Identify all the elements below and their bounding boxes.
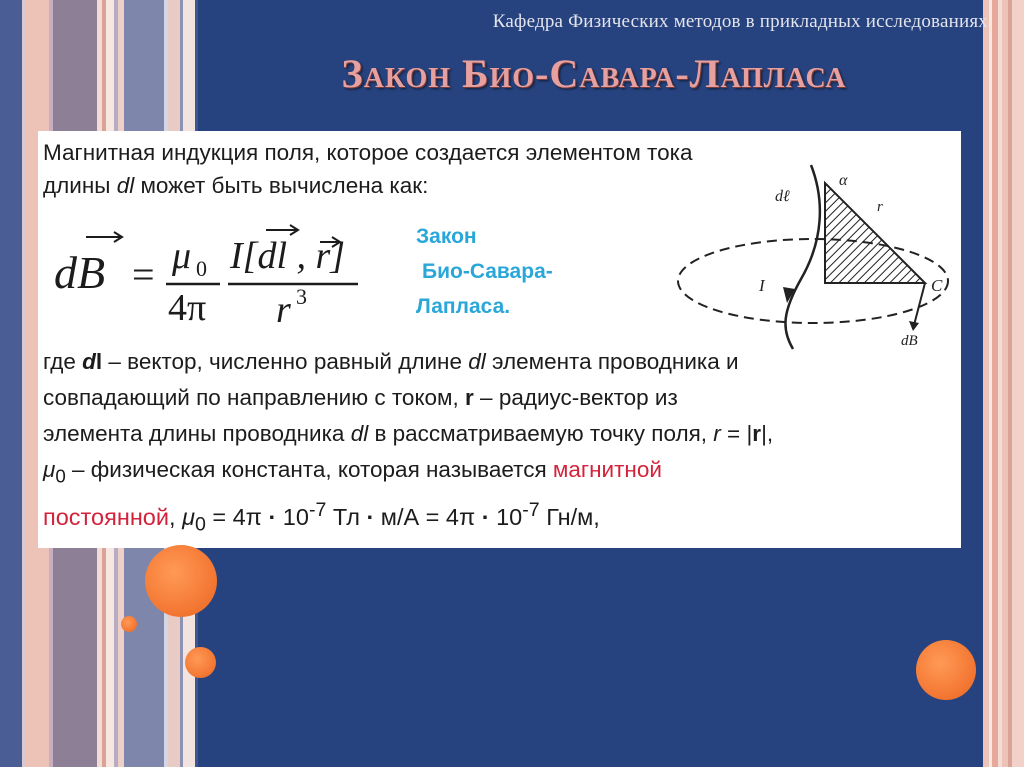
definition-line-1: где dl – вектор, численно равный длине dl элемента проводника и [43,349,739,374]
law-name-line-2: Био-Савара- [422,260,553,283]
label-r: r [877,199,883,215]
definition-line-4: $\mu_0$ – физическая константа, которая называется магнитной [43,457,662,487]
slide-title: Закон Био-Савара-Лапласа [341,51,847,96]
intro-line-1: Магнитная индукция поля, которое создается элементом тока [43,140,693,165]
formula-equals: = [132,252,155,297]
formula-r-exp: 3 [296,284,307,309]
biot-savart-diagram [663,161,953,351]
label-db: dB [901,333,918,349]
label-alpha: α [839,172,848,189]
formula-lhs: dB [54,247,106,298]
formula-denominator: 4π [168,287,207,329]
definition-line-5: постоянной, $\mu_0 = 4\pi \cdot 10^{-7}$ Тл · $м/А = 4\pi \cdot 10^{-7}$ Гн/м, [43,499,600,536]
definition-line-2: совпадающий по направлению с током, r – радиус-вектор из [43,385,678,410]
left-stripe-1 [0,0,22,767]
formula-current: I[dl , r] [230,235,346,277]
formula-mu-sub: 0 [196,256,207,281]
orange-dot-large-left [145,545,217,617]
formula-mu: μ [172,235,192,277]
biot-savart-formula [38,216,388,331]
department-name: Кафедра Физических методов в прикладных исследованиях [492,11,988,32]
hatched-triangle [825,183,925,283]
orange-dot-medium-left [185,647,216,678]
content-panel [38,131,961,548]
law-name [416,219,553,324]
right-stripe-7 [1012,0,1024,767]
orange-dot-small-left [121,616,137,632]
orange-dot-right [916,640,976,700]
law-name-line-3: Лапласа. [416,295,511,318]
label-current: I [759,276,765,295]
definition-line-3: элемента длины проводника dl в рассматриваемую точку поля, r = |r|, [43,421,774,446]
label-point-c: C [931,276,943,295]
formula-r: r [276,289,291,331]
law-name-line-1: Закон [416,225,477,248]
label-dl: dℓ [775,188,790,205]
conductor-line [785,165,819,349]
intro-line-2: длины dl может быть вычислена как: [43,173,429,198]
